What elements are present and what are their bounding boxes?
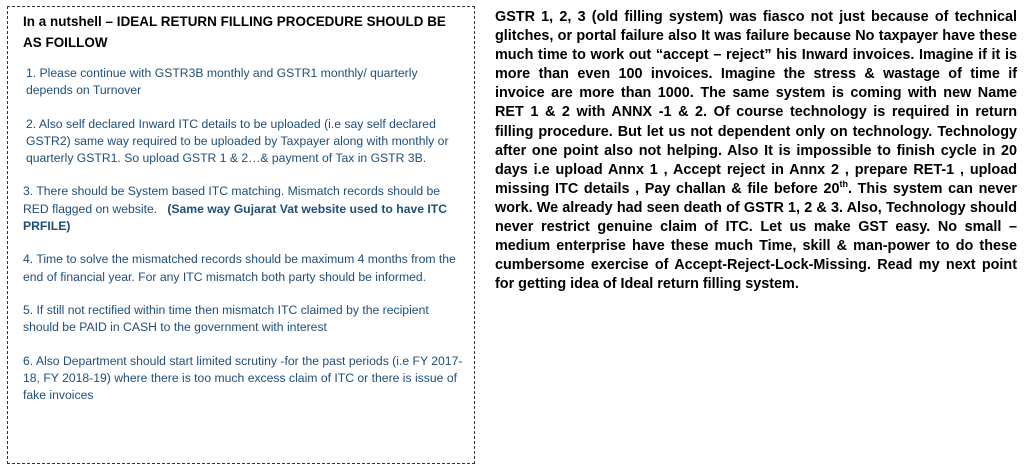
point-6: 6. Also Department should start limited scrutiny -for the past periods (i.e FY 2017-18, FY 2018-19) where there is too much excess claim of ITC or there is issue of fake invoices	[23, 353, 463, 403]
superscript-th: th	[839, 179, 848, 190]
point-1: 1. Please continue with GSTR3B monthly and GSTR1 monthly/ quarterly depends on Turnover	[26, 66, 418, 98]
commentary-text-part-1: GSTR 1, 2, 3 (old filling system) was fiasco not just because of technical glitches, or portal failure also It was failure because No taxpayer have these much time to work out “accept – reject” his Inward invoices. Imagine if it is more than even 100 invoices. Imagine the stress & wastage of time if invoice are more than 1000. The same system is coming with new Name RET 1 & 2 with ANNX -1 & 2. Of course technology is required in return filling procedure. But let us not dependent only on technology. Technology after one point also not helping. Also It is impossible to finish cycle in 20 days i.e upload Annx 1 , Accept reject in Annx 2 , prepare RET-1 , upload missing ITC details , Pay challan & file before 20	[495, 9, 1017, 197]
summary-box	[7, 6, 475, 464]
point-3	[23, 183, 464, 235]
point-4: 4. Time to solve the mismatched records should be maximum 4 months from the end of financial year. For any ITC mismatch both party should be informed.	[23, 252, 456, 284]
point-5: 5. If still not rectified within time then mismatch ITC claimed by the recipient should be PAID in CASH to the government with interest	[23, 302, 429, 335]
point-3-note: (Same way Gujarat Vat website used to have ITC PRFILE)	[23, 201, 448, 234]
point-3-text: 3. There should be System based ITC matching. Mismatch records should be RED flagged on website.	[23, 184, 441, 216]
summary-heading: In a nutshell – IDEAL RETURN FILLING PROCEDURE SHOULD BE AS FOILLOW	[23, 14, 446, 50]
commentary-paragraph	[495, 8, 1017, 294]
point-2: 2. Also self declared Inward ITC details to be uploaded (i.e say self declared GSTR2) same way required to be uploaded by Taxpayer along with monthly or quarterly GSTR1. So upload GSTR 1 & 2…& payment of Tax in GSTR 3B.	[26, 116, 449, 166]
commentary-text-part-2: . This system can never work. We already had seen death of GSTR 1, 2 & 3. Also, Technology should never restrict genuine claim of ITC. Let us make GST easy. No small – medium enterprise have these much Time, skill & man-power to do these cumbersome exercise of Accept-Reject-Lock-Missing. Read my next point for getting idea of Ideal return filling system.	[495, 180, 1017, 293]
